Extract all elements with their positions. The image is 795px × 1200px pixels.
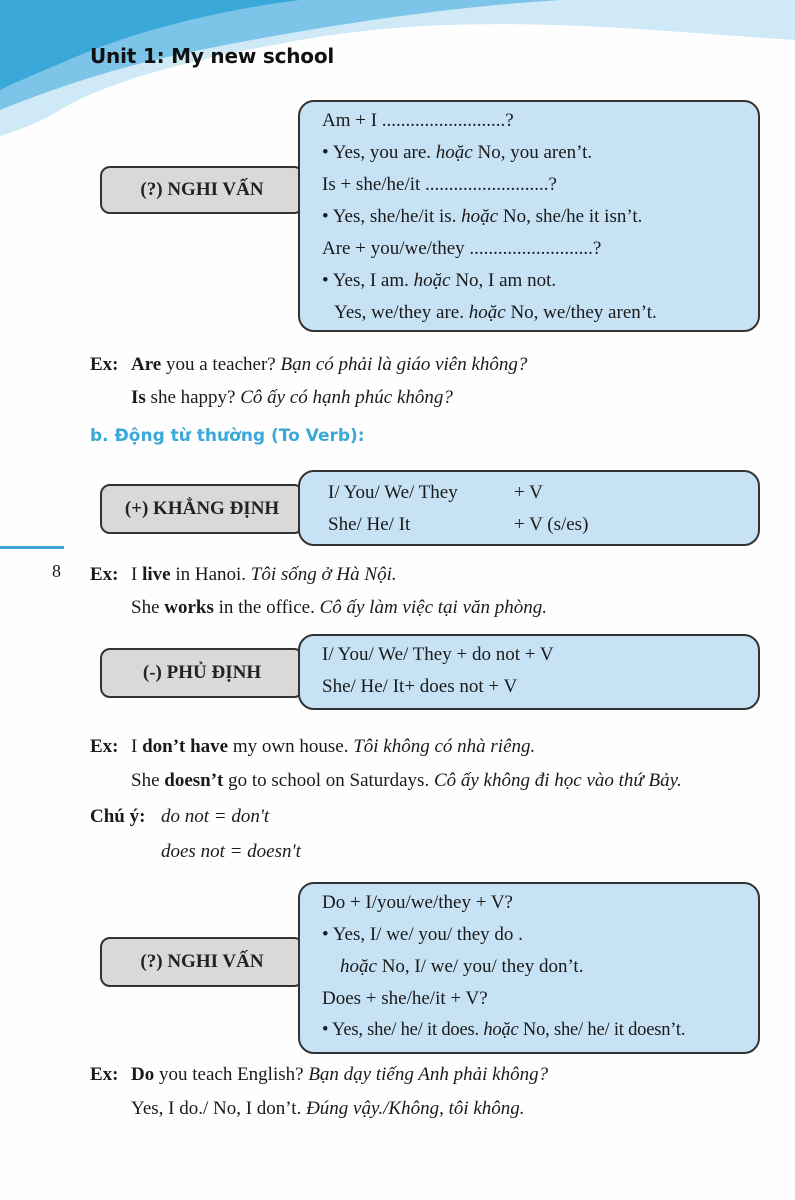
box1-line-2: • Yes, you are. hoặc No, you aren’t.: [322, 142, 593, 163]
box4-line-4: Does + she/he/it + V?: [322, 988, 488, 1009]
interrogative-be-box: [298, 100, 760, 332]
ex1-line-2: Is she happy? Cô ấy có hạnh phúc không?: [131, 387, 453, 408]
box1-line-5: Are + you/we/they ..........................?: [322, 238, 602, 259]
box3-line-2: She/ He/ It+ does not + V: [322, 676, 518, 697]
ex2-line-2: She works in the office. Cô ấy làm việc tại văn phòng.: [131, 597, 548, 618]
page-number: 8: [52, 561, 61, 581]
box2-row-1-subject: I/ You/ We/ They: [328, 482, 458, 503]
section-b-heading: b. Động từ thường (To Verb):: [90, 426, 365, 446]
ex4-line-1: Do you teach English? Bạn dạy tiếng Anh phải không?: [131, 1064, 549, 1085]
ex1-prefix: Ex:: [90, 354, 119, 375]
box4-line-5: • Yes, she/ he/ it does. hoặc No, she/ he/ it doesn’t.: [322, 1020, 686, 1040]
box1-line-3: Is + she/he/it ..........................?: [322, 174, 557, 195]
note-label: Chú ý:: [90, 806, 146, 827]
box1-line-6: • Yes, I am. hoặc No, I am not.: [322, 270, 557, 291]
interrogative-label-verb: (?) NGHI VẤN: [100, 937, 304, 987]
interrogative-verb-box: [298, 882, 760, 1054]
box2-row-2-subject: She/ He/ It: [328, 514, 411, 535]
note-line-2: does not = doesn't: [161, 841, 301, 862]
box1-line-1: Am + I ..........................?: [322, 110, 514, 131]
ex1-line-1: Are you a teacher? Bạn có phải là giáo viên không?: [131, 354, 528, 375]
box3-line-1: I/ You/ We/ They + do not + V: [322, 644, 554, 665]
ex3-prefix: Ex:: [90, 736, 119, 757]
ex2-line-1: I live in Hanoi. Tôi sống ở Hà Nội.: [131, 564, 397, 585]
box2-row-1-formula: + V: [514, 482, 543, 503]
box1-line-7: Yes, we/they are. hoặc No, we/they aren’t.: [334, 302, 657, 323]
box1-line-4: • Yes, she/he/it is. hoặc No, she/he it isn’t.: [322, 206, 643, 227]
page-margin-rule: [0, 546, 64, 549]
unit-title: Unit 1: My new school: [90, 44, 335, 68]
ex2-prefix: Ex:: [90, 564, 119, 585]
affirmative-label: (+) KHẲNG ĐỊNH: [100, 484, 304, 534]
ex4-prefix: Ex:: [90, 1064, 119, 1085]
negative-box: [298, 634, 760, 710]
ex3-line-1: I don’t have my own house. Tôi không có nhà riêng.: [131, 736, 536, 757]
interrogative-label-be: (?) NGHI VẤN: [100, 166, 304, 214]
box4-line-3: hoặc No, I/ we/ you/ they don’t.: [340, 956, 584, 977]
note-line-1: do not = don't: [161, 806, 270, 827]
ex4-line-2: Yes, I do./ No, I don’t. Đúng vậy./Không, tôi không.: [131, 1098, 525, 1119]
box2-row-2-formula: + V (s/es): [514, 514, 589, 535]
box4-line-2: • Yes, I/ we/ you/ they do .: [322, 924, 523, 945]
affirmative-box: [298, 470, 760, 546]
ex3-line-2: She doesn’t go to school on Saturdays. Cô ấy không đi học vào thứ Bảy.: [131, 770, 682, 791]
box4-line-1: Do + I/you/we/they + V?: [322, 892, 513, 913]
negative-label: (-) PHỦ ĐỊNH: [100, 648, 304, 698]
